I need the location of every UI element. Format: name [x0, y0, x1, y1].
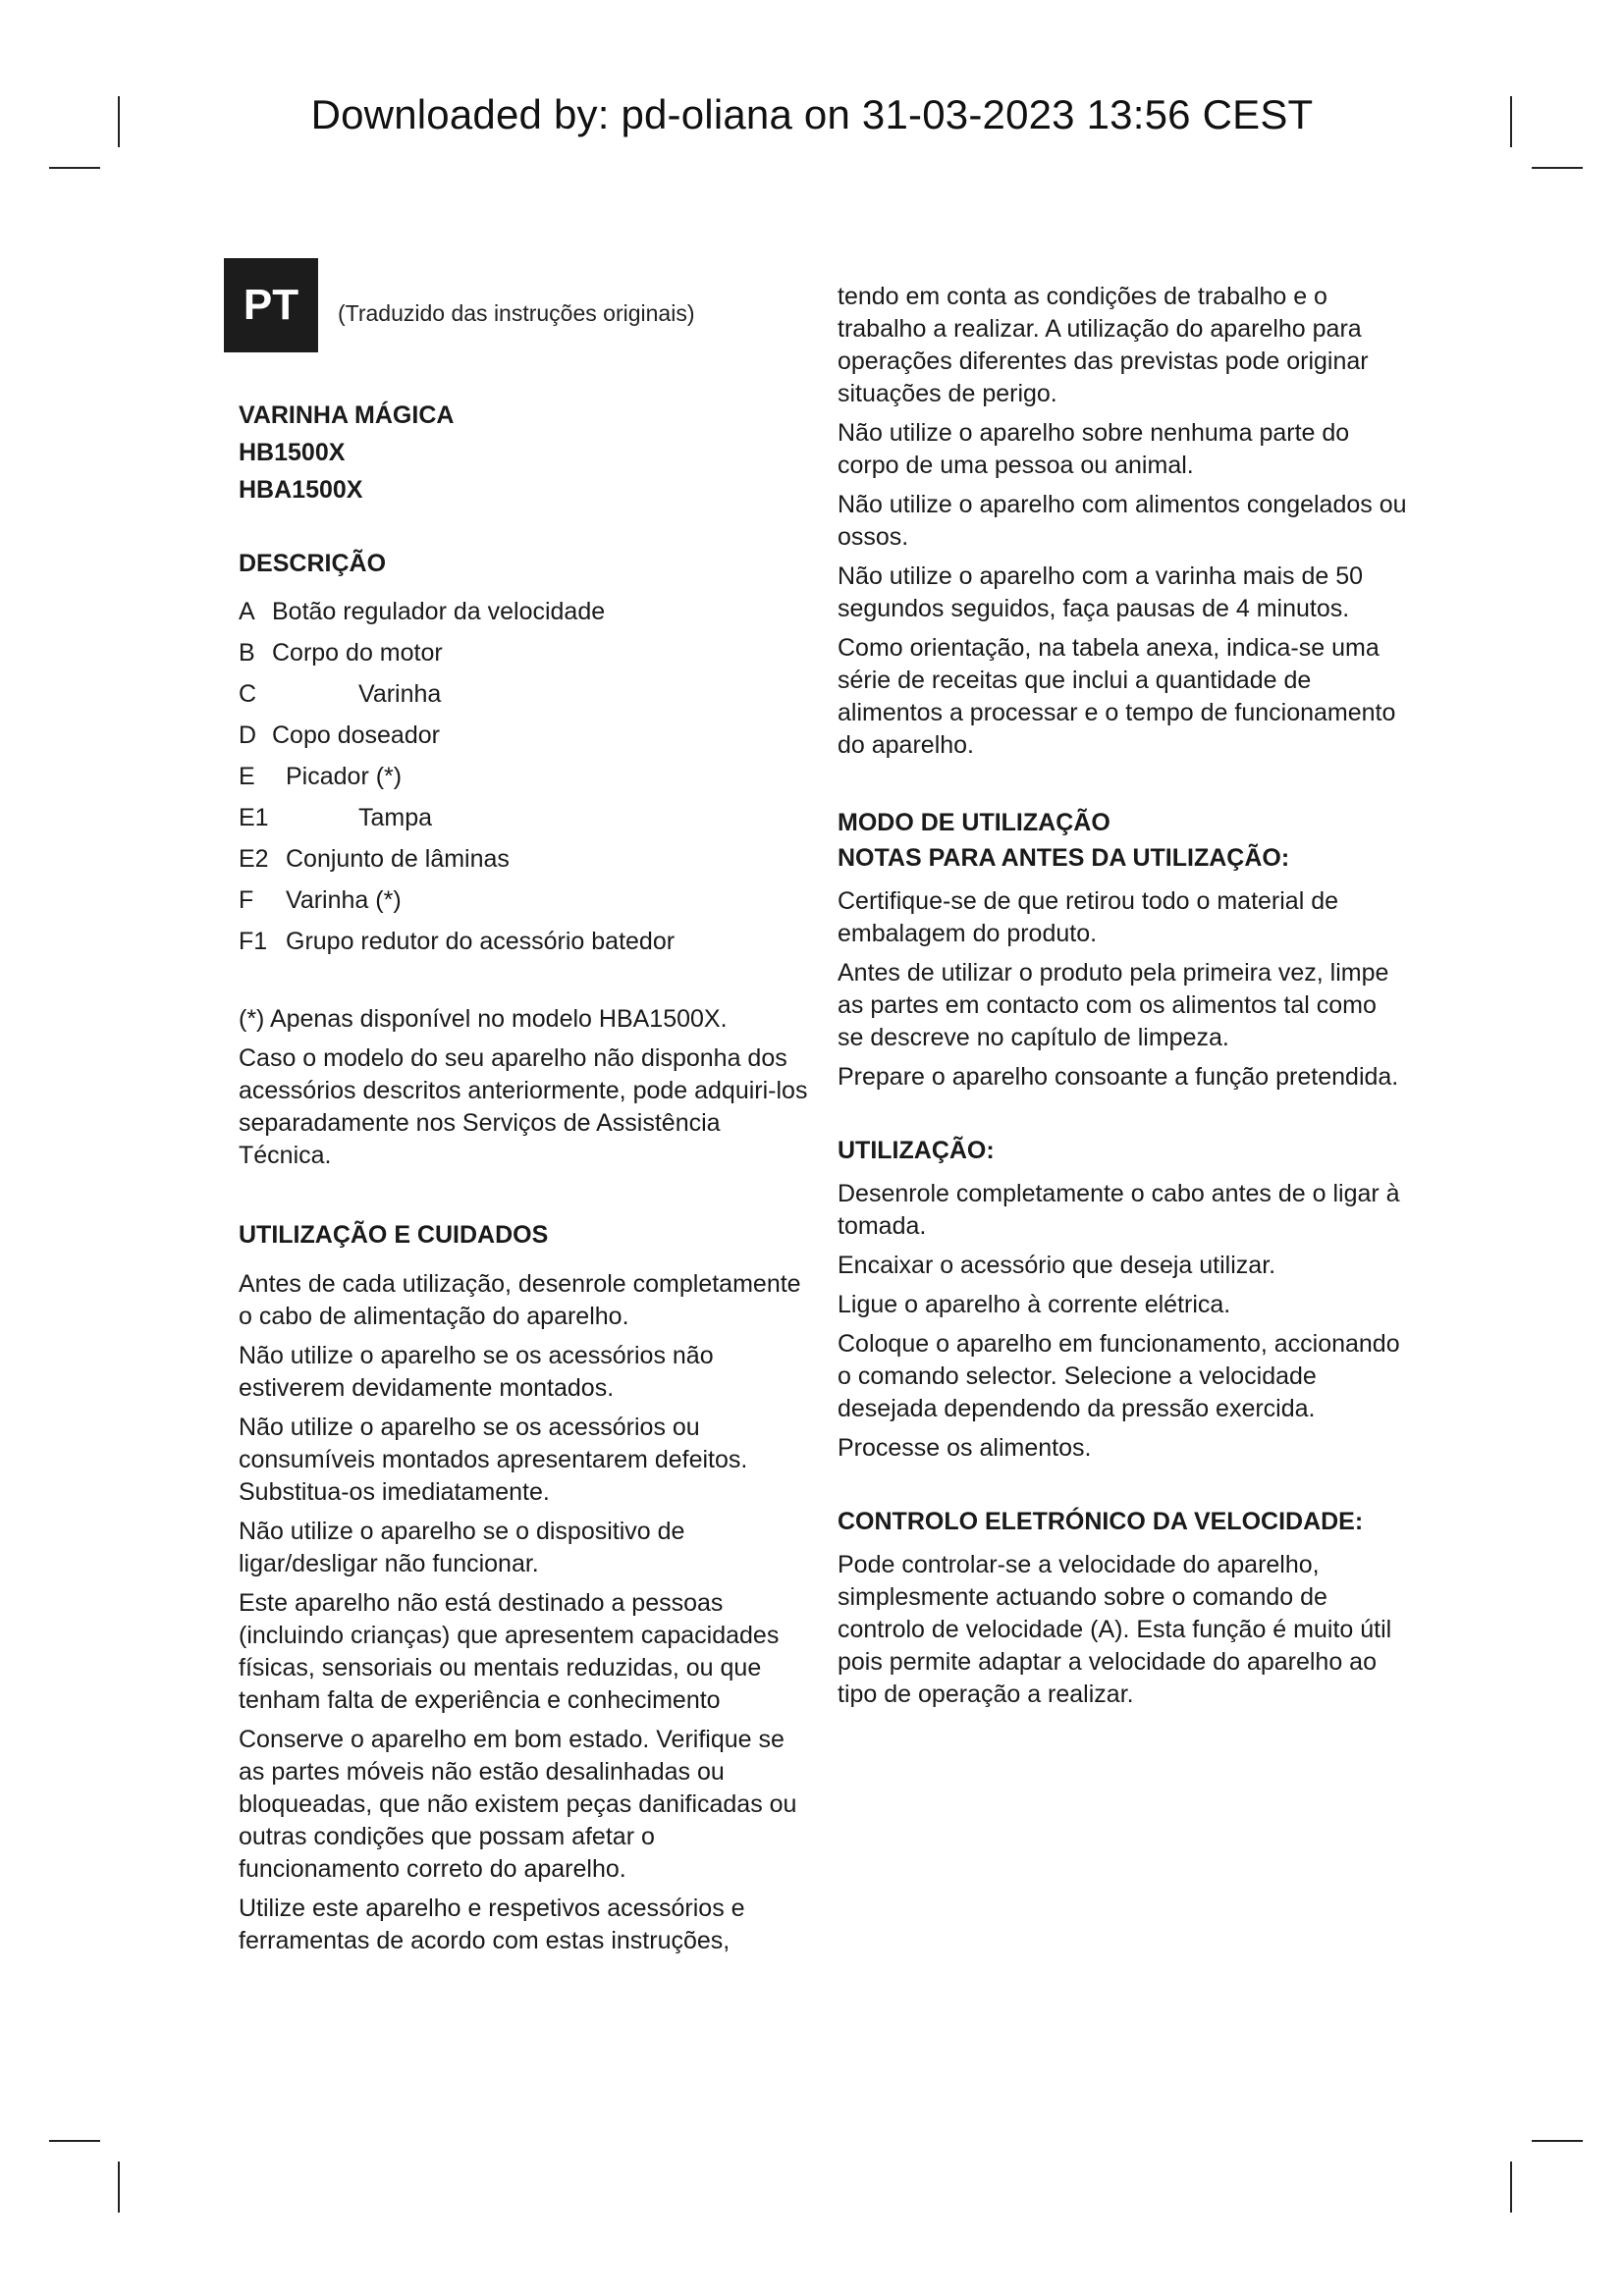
paragraph: Antes de utilizar o produto pela primeira vez, limpe as partes em contacto com os alimentos tal como se descreve no capítulo de limpeza.: [838, 959, 1389, 1051]
paragraph: Não utilize o aparelho se o dispositivo de ligar/desligar não funcionar.: [239, 1518, 685, 1577]
part-label: Conjunto de lâminas: [286, 845, 510, 873]
language-badge: PT: [224, 258, 318, 352]
part-label: Varinha: [358, 680, 442, 708]
paragraph: Utilize este aparelho e respetivos acessórios e ferramentas de acordo com estas instruções,: [239, 1895, 745, 1954]
paragraph: Desenrole completamente o cabo antes de o ligar à tomada.: [838, 1180, 1400, 1240]
section-heading-speed: CONTROLO ELETRÓNICO DA VELOCIDADE:: [838, 1508, 1364, 1535]
paragraph: tendo em conta as condições de trabalho e o trabalho a realizar. A utilização do aparelho para operações diferentes das previstas pode originar situações de perigo.: [838, 283, 1369, 407]
section-heading-use-care: UTILIZAÇÃO E CUIDADOS: [239, 1221, 549, 1249]
crop-mark: [49, 167, 100, 169]
model-number: HBA1500X: [239, 476, 363, 504]
paragraph: Não utilize o aparelho com a varinha mais de 50 segundos seguidos, faça pausas de 4 minutos.: [838, 562, 1364, 622]
part-code: B: [239, 639, 255, 667]
accessory-note: [239, 1003, 808, 1179]
parts-list-item: [239, 632, 675, 673]
parts-list-item: [239, 797, 675, 838]
paragraph: Não utilize o aparelho sobre nenhuma parte do corpo de uma pessoa ou animal.: [838, 419, 1350, 479]
paragraph: Prepare o aparelho consoante a função pretendida.: [838, 1063, 1399, 1091]
paragraph: Processe os alimentos.: [838, 1434, 1092, 1462]
paragraph: Conserve o aparelho em bom estado. Verifique se as partes móveis não estão desalinhadas ou bloqueadas, que não existem peças danificadas ou outras condições que possam afetar o funcionamento correto do aparelho.: [239, 1726, 797, 1883]
product-name: VARINHA MÁGICA: [239, 401, 455, 429]
parts-list-item: [239, 715, 675, 756]
crop-mark: [1532, 2140, 1583, 2142]
section-heading-mode: MODO DE UTILIZAÇÃO: [838, 809, 1110, 836]
section-heading-usage: UTILIZAÇÃO:: [838, 1137, 995, 1164]
paragraph: Não utilize o aparelho com alimentos congelados ou ossos.: [838, 491, 1407, 551]
part-code: F: [239, 886, 254, 914]
parts-list-item: [239, 921, 675, 962]
part-label: Botão regulador da velocidade: [272, 598, 606, 625]
section-heading-before-use: NOTAS PARA ANTES DA UTILIZAÇÃO:: [838, 844, 1290, 872]
part-label: Copo doseador: [272, 721, 440, 749]
right-column: [838, 281, 1407, 1718]
paragraph: Caso o modelo do seu aparelho não disponha dos acessórios descritos anteriormente, pode adquiri-los separadamente nos Serviços de Assistência Técnica.: [239, 1044, 808, 1169]
crop-mark: [118, 96, 120, 147]
parts-list-item: [239, 591, 675, 632]
parts-list: [239, 591, 675, 962]
parts-list-item: [239, 673, 675, 715]
paragraph: Pode controlar-se a velocidade do aparelho, simplesmente actuando sobre o comando de controlo de velocidade (A). Esta função é muito útil pois permite adaptar a velocidade do aparelho ao tipo de operação a realizar.: [838, 1551, 1392, 1708]
paragraph: Ligue o aparelho à corrente elétrica.: [838, 1291, 1231, 1318]
download-stamp: Downloaded by: pd-oliana on 31-03-2023 13:56 CEST: [310, 91, 1314, 137]
parts-list-item: [239, 838, 675, 880]
product-title: [239, 397, 454, 508]
part-code: A: [239, 598, 255, 625]
model-number: HB1500X: [239, 439, 346, 466]
translation-note: (Traduzido das instruções originais): [338, 300, 695, 326]
part-code: E2: [239, 845, 269, 873]
parts-list-item: [239, 756, 675, 797]
crop-mark: [118, 2162, 120, 2213]
section-heading-description: DESCRIÇÃO: [239, 550, 387, 577]
paragraph: Este aparelho não está destinado a pessoas (incluindo crianças) que apresentem capacidades físicas, sensoriais ou mentais reduzidas, ou que tenham falta de experiência e conhecimento: [239, 1589, 780, 1714]
paragraph: Antes de cada utilização, desenrole completamente o cabo de alimentação do aparelho.: [239, 1270, 801, 1330]
crop-mark: [1510, 96, 1512, 147]
paragraph: Certifique-se de que retirou todo o material de embalagem do produto.: [838, 887, 1339, 947]
crop-mark: [49, 2140, 100, 2142]
paragraph: Não utilize o aparelho se os acessórios ou consumíveis montados apresentarem defeitos. Substitua-os imediatamente.: [239, 1414, 748, 1506]
part-code: F1: [239, 928, 268, 955]
part-code: E1: [239, 804, 269, 831]
part-label: Picador (*): [286, 763, 403, 790]
crop-mark: [1510, 2162, 1512, 2213]
paragraph: Coloque o aparelho em funcionamento, accionando o comando selector. Selecione a velocidade desejada dependendo da pressão exercida.: [838, 1330, 1400, 1422]
use-care-text: [239, 1268, 808, 1964]
part-label: Grupo redutor do acessório batedor: [286, 928, 676, 955]
part-code: E: [239, 763, 255, 790]
paragraph: (*) Apenas disponível no modelo HBA1500X.: [239, 1005, 728, 1033]
part-code: D: [239, 721, 257, 749]
crop-mark: [1532, 167, 1583, 169]
part-label: Corpo do motor: [272, 639, 443, 667]
part-code: C: [239, 680, 257, 708]
parts-list-item: [239, 880, 675, 921]
paragraph: Encaixar o acessório que deseja utilizar.: [838, 1252, 1276, 1279]
part-label: Varinha (*): [286, 886, 402, 914]
part-label: Tampa: [358, 804, 433, 831]
paragraph: Não utilize o aparelho se os acessórios não estiverem devidamente montados.: [239, 1342, 714, 1402]
paragraph: Como orientação, na tabela anexa, indica-se uma série de receitas que inclui a quantidade de alimentos a processar e o tempo de funcionamento do aparelho.: [838, 634, 1396, 759]
